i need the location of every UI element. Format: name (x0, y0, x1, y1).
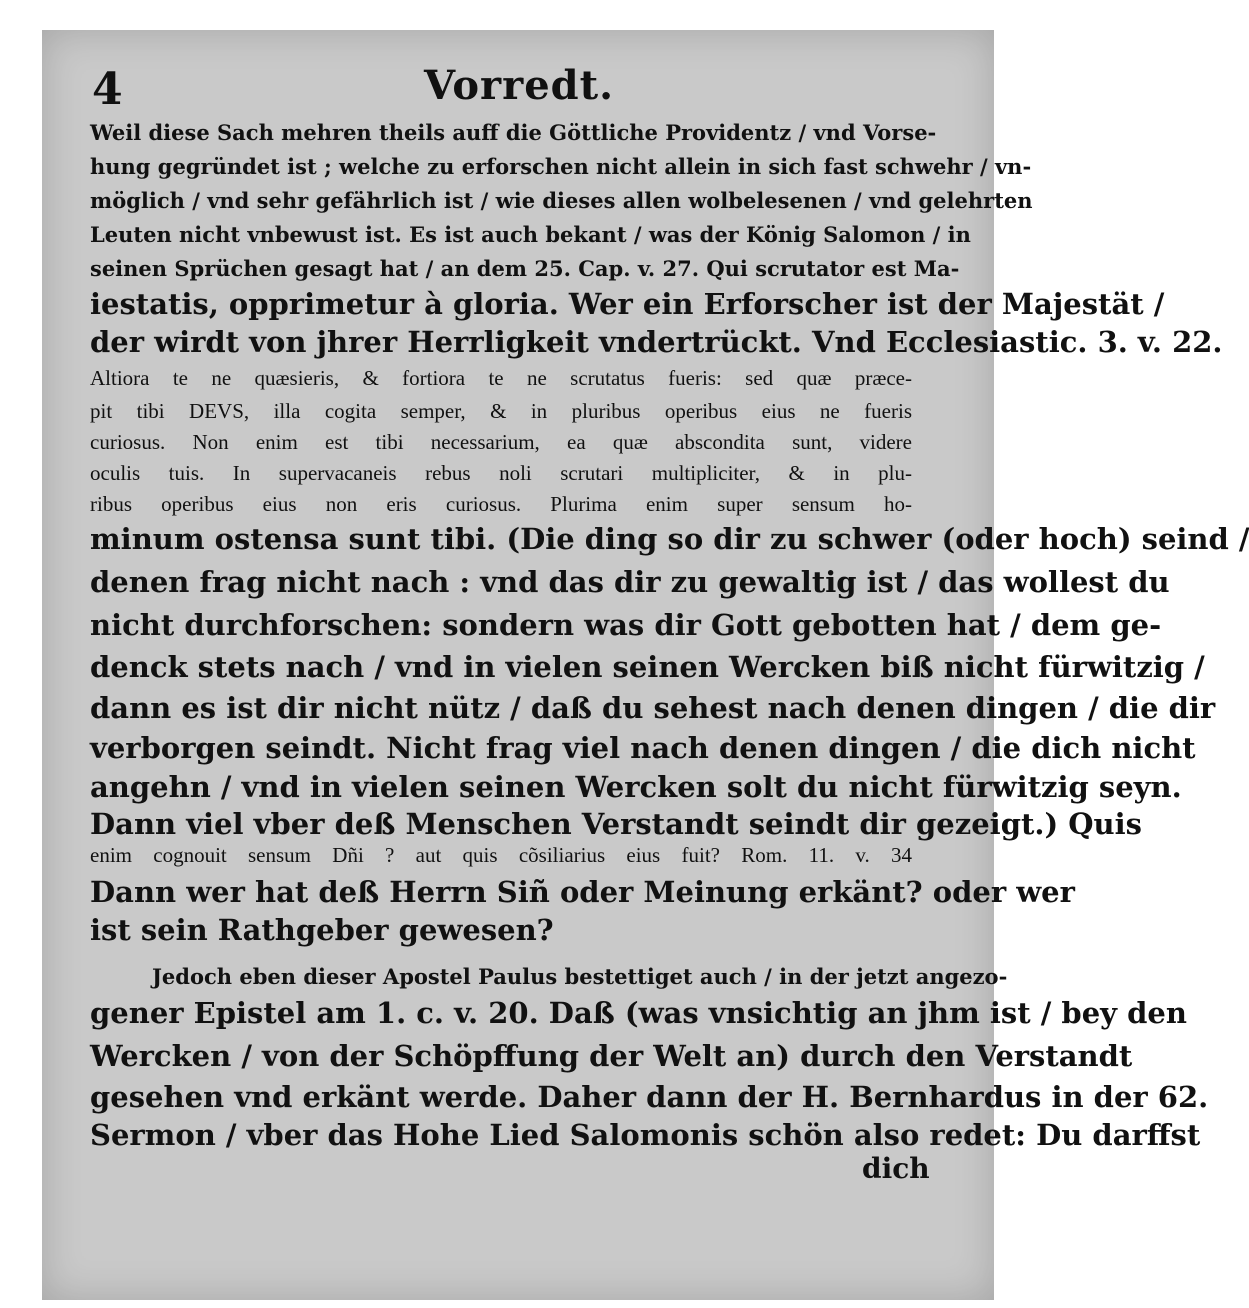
text-line: Sermon / vber das Hohe Lied Salomonis schön also redet: Du darffst (90, 1118, 1201, 1152)
text-line: möglich / vnd sehr gefährlich ist / wie dieses allen wolbelesenen / vnd gelehrten (90, 188, 1033, 213)
text-line: Jedoch eben dieser Apostel Paulus bestettiget auch / in der jetzt angezo- (152, 964, 1008, 989)
text-line: enim cognouit sensum Dñi ? aut quis cõsiliarius eius fuit? Rom. 11. v. 34 (90, 843, 912, 867)
text-line: pit tibi DEVS, illa cogita semper, & in pluribus operibus eius ne fueris (90, 399, 912, 423)
text-line: hung gegründet ist ; welche zu erforschen nicht allein in sich fast schwehr / vn- (90, 154, 1032, 179)
catchword: dich (862, 1152, 930, 1185)
text-line: Dann viel vber deß Menschen Verstandt seindt dir gezeigt.) Quis (90, 807, 1142, 841)
text-line: Altiora te ne quæsieris, & fortiora te ne scrutatus fueris: sed quæ præce- (90, 366, 912, 390)
text-line: angehn / vnd in vielen seinen Wercken solt du nicht fürwitzig seyn. (90, 770, 1182, 804)
text-line: Leuten nicht vnbewust ist. Es ist auch bekant / was der König Salomon / in (90, 222, 971, 247)
text-line: gener Epistel am 1. c. v. 20. Daß (was vnsichtig an jhm ist / bey den (90, 996, 1187, 1030)
text-line: Dann wer hat deß Herrn Siñ oder Meinung erkänt? oder wer (90, 875, 1075, 909)
text-line: curiosus. Non enim est tibi necessarium, ea quæ abscondita sunt, videre (90, 430, 912, 454)
page-number: 4 (92, 64, 123, 115)
text-line: Wercken / von der Schöpffung der Welt an) durch den Verstandt (90, 1039, 1133, 1073)
text-line: denck stets nach / vnd in vielen seinen Wercken biß nicht fürwitzig / (90, 650, 1205, 684)
text-line: gesehen vnd erkänt werde. Daher dann der H. Bernhardus in der 62. (90, 1080, 1209, 1114)
text-line: ribus operibus eius non eris curiosus. Plurima enim super sensum ho- (90, 492, 912, 516)
text-line: denen frag nicht nach : vnd das dir zu gewaltig ist / das wollest du (90, 565, 1170, 599)
text-line: dann es ist dir nicht nütz / daß du sehest nach denen dingen / die dir (90, 691, 1216, 725)
running-title: Vorredt. (424, 62, 615, 109)
text-line: oculis tuis. In supervacaneis rebus noli scrutari multipliciter, & in plu- (90, 461, 912, 485)
text-line: minum ostensa sunt tibi. (Die ding so dir zu schwer (oder hoch) seind / (90, 522, 1249, 556)
text-line: iestatis, opprimetur à gloria. Wer ein Erforscher ist der Majestät / (90, 287, 1165, 321)
text-line: nicht durchforschen: sondern was dir Gott gebotten hat / dem ge- (90, 608, 1162, 642)
text-line: seinen Sprüchen gesagt hat / an dem 25. Cap. v. 27. Qui scrutator est Ma- (90, 256, 960, 281)
text-line: der wirdt von jhrer Herrligkeit vndertrückt. Vnd Ecclesiastic. 3. v. 22. (90, 325, 1223, 359)
text-line: ist sein Rathgeber gewesen? (90, 913, 554, 947)
text-line: verborgen seindt. Nicht frag viel nach denen dingen / die dich nicht (90, 731, 1196, 765)
text-line: Weil diese Sach mehren theils auff die Göttliche Providentz / vnd Vorse- (90, 120, 937, 145)
